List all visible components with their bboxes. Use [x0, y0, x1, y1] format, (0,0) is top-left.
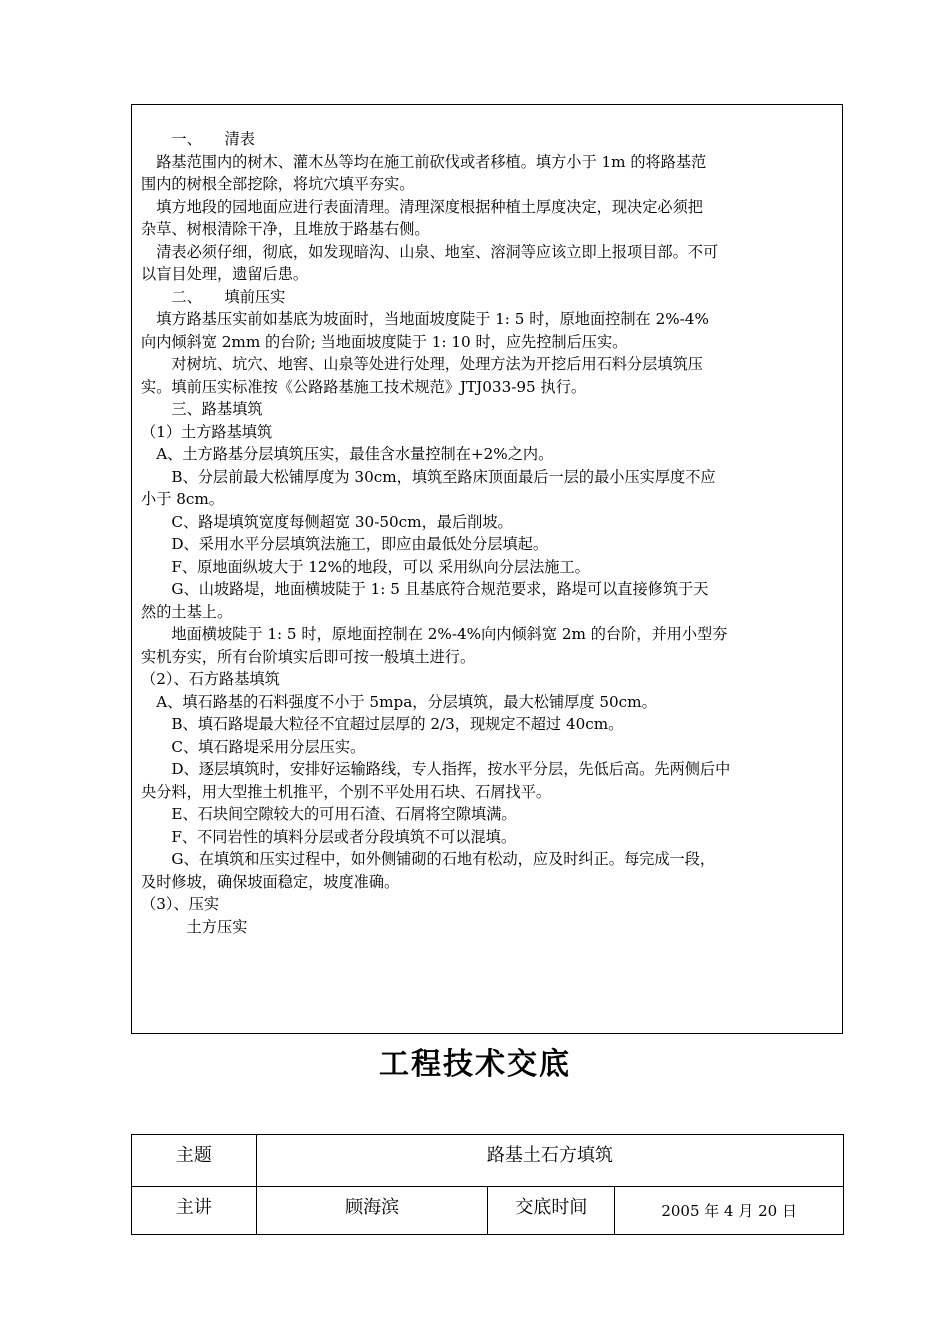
- lecturer-label: 主讲: [132, 1187, 257, 1235]
- paragraph-line: 填方路基压实前如基底为坡面时，当地面坡度陡于 1: 5 时，原地面控制在 2%-4%: [141, 310, 709, 328]
- paragraph-line: 向内倾斜宽 2mm 的台阶; 当地面坡度陡于 1: 10 时，应先控制后压实。: [141, 332, 628, 351]
- topic-row: [132, 1135, 844, 1187]
- time-value: 2005 年 4 月 20 日: [615, 1187, 844, 1235]
- paragraph-line: F、原地面纵坡大于 12%的地段，可以 采用纵向分层法施工。: [141, 557, 590, 576]
- paragraph-line: 对树坑、坑穴、地窖、山泉等处进行处理，处理方法为开挖后用石料分层填筑压: [141, 355, 703, 373]
- paragraph-line: A、土方路基分层填筑压实，最佳含水量控制在+2%之内。: [141, 445, 554, 463]
- topic-value: 路基土石方填筑: [256, 1135, 843, 1187]
- paragraph-line: 杂草、树根清除干净，且堆放于路基右侧。: [141, 220, 430, 238]
- paragraph-line: F、不同岩性的填料分层或者分段填筑不可以混填。: [141, 827, 517, 846]
- paragraph-line: 地面横坡陡于 1: 5 时，原地面控制在 2%-4%向内倾斜宽 2m 的台阶，并用小型夯: [141, 625, 728, 643]
- page-title: 工程技术交底: [379, 1047, 571, 1082]
- lecturer-row: [132, 1187, 844, 1235]
- paragraph-line: D、采用水平分层填筑法施工，即应由最低处分层填起。: [141, 535, 549, 553]
- subsection-heading: （2）、石方路基填筑: [141, 670, 280, 688]
- topic-label: 主题: [132, 1135, 257, 1187]
- paragraph-line: G、在填筑和压实过程中，如外侧铺砌的石地有松动，应及时纠正。每完成一段，: [141, 850, 716, 868]
- section-heading: 一、 清表: [141, 130, 255, 148]
- paragraph-line: B、分层前最大松铺厚度为 30cm，填筑至路床顶面最后一层的最小压实厚度不应: [141, 467, 716, 486]
- info-table: [131, 1134, 844, 1235]
- paragraph-line: 围内的树根全部挖除，将坑穴填平夯实。: [141, 175, 415, 193]
- paragraph-line: 及时修坡，确保坡面稳定，坡度准确。: [141, 872, 400, 891]
- paragraph-line: 填方地段的园地面应进行表面清理。清理深度根据种植土厚度决定，现决定必须把: [141, 197, 703, 216]
- time-label: 交底时间: [488, 1187, 615, 1235]
- paragraph-line: 土方压实: [141, 917, 248, 936]
- paragraph-line: G、山坡路堤，地面横坡陡于 1: 5 且基底符合规范要求，路堤可以直接修筑于天: [141, 580, 709, 598]
- paragraph-line: 然的土基上。: [141, 602, 233, 621]
- paragraph-line: 以盲目处理，遗留后患。: [141, 265, 309, 283]
- paragraph-line: 小于 8cm。: [141, 490, 224, 508]
- paragraph-line: 实。填前压实标准按《公路路基施工技术规范》JTJ033-95 执行。: [141, 377, 587, 396]
- paragraph-line: 清表必须仔细，彻底，如发现暗沟、山泉、地室、溶洞等应该立即上报项目部。不可: [141, 242, 719, 261]
- paragraph-line: 实机夯实，所有台阶填实后即可按一般填土进行。: [141, 647, 476, 666]
- paragraph-line: 路基范围内的树木、灌木丛等均在施工前砍伐或者移植。填方小于 1m 的将路基范: [141, 152, 707, 171]
- paragraph-line: E、石块间空隙较大的可用石渣、石屑将空隙填满。: [141, 805, 517, 823]
- paragraph-line: B、填石路堤最大粒径不宜超过层厚的 2/3，现规定不超过 40cm。: [141, 715, 624, 733]
- paragraph-line: C、填石路堤采用分层压实。: [141, 737, 366, 756]
- section-heading: 二、 填前压实: [141, 287, 286, 306]
- subsection-heading: （3）、压实: [141, 895, 220, 913]
- paragraph-line: C、路堤填筑宽度每侧超宽 30-50cm，最后削坡。: [141, 512, 513, 531]
- section-heading: 三、路基填筑: [141, 400, 263, 418]
- lecturer-value: 顾海滨: [256, 1187, 488, 1235]
- subsection-heading: （1）土方路基填筑: [141, 422, 273, 441]
- paragraph-line: D、逐层填筑时，安排好运输路线，专人指挥，按水平分层，先低后高。先两侧后中: [141, 760, 731, 778]
- document-body: [141, 128, 837, 938]
- paragraph-line: A、填石路基的石料强度不小于 5mpa，分层填筑，最大松铺厚度 50cm。: [141, 692, 657, 711]
- paragraph-line: 央分料，用大型推土机推平，个别不平处用石块、石屑找平。: [141, 782, 552, 801]
